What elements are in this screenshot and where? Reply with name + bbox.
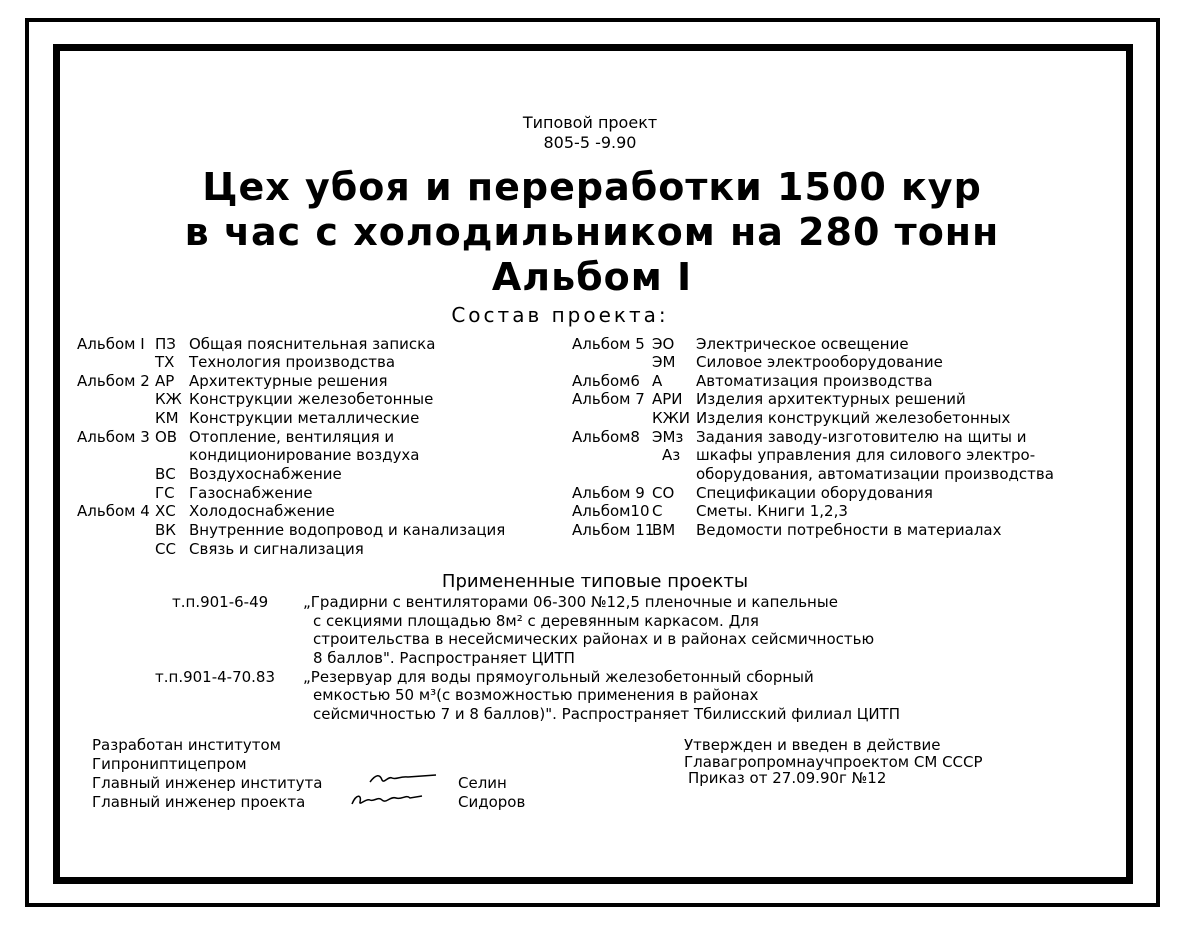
- left-text: Общая пояснительная записка: [189, 335, 436, 353]
- left-code: ВС: [155, 465, 176, 483]
- right-text: шкафы управления для силового электро-: [696, 446, 1036, 464]
- right-text: Силовое электрооборудование: [696, 353, 943, 371]
- approval-line1: Утвержден и введен в действие: [684, 736, 941, 754]
- left-album: Альбом 4: [77, 502, 150, 520]
- left-text: Отопление, вентиляция и: [189, 428, 395, 446]
- right-code: СО: [652, 484, 675, 502]
- signature-sidorov: [350, 790, 425, 810]
- chief-engineer-institute-label: Главный инженер института: [92, 774, 323, 792]
- applied-line: с секциями площадью 8м² с деревянным каркасом. Для: [313, 612, 759, 630]
- right-album: Альбом 5: [572, 335, 645, 353]
- applied-heading: Примененные типовые проекты: [441, 571, 749, 592]
- project-type: Типовой проект: [522, 113, 658, 132]
- applied-code: т.п.901-6-49: [172, 593, 269, 611]
- right-text: оборудования, автоматизации производства: [696, 465, 1054, 483]
- right-text: Сметы. Книги 1,2,3: [696, 502, 848, 520]
- chief-engineer-project-label: Главный инженер проекта: [92, 793, 306, 811]
- left-text: Воздухоснабжение: [189, 465, 342, 483]
- right-album: Альбом6: [572, 372, 640, 390]
- right-text: Автоматизация производства: [696, 372, 933, 390]
- right-text: Спецификации оборудования: [696, 484, 933, 502]
- left-text: кондиционирование воздуха: [189, 446, 420, 464]
- left-code: КМ: [155, 409, 179, 427]
- right-code: Аз: [662, 446, 681, 464]
- right-text: Электрическое освещение: [696, 335, 909, 353]
- applied-line: емкостью 50 м³(с возможностью применения в районах: [313, 686, 759, 704]
- project-number: 805-5 -9.90: [543, 133, 637, 152]
- right-text: Ведомости потребности в материалах: [696, 521, 1002, 539]
- composition-heading: Состав проекта:: [451, 303, 669, 327]
- left-code: КЖ: [155, 390, 182, 408]
- left-text: Архитектурные решения: [189, 372, 388, 390]
- left-text: Конструкции железобетонные: [189, 390, 434, 408]
- left-text: Внутренние водопровод и канализация: [189, 521, 506, 539]
- left-text: Конструкции металлические: [189, 409, 420, 427]
- right-album: Альбом 11: [572, 521, 655, 539]
- left-code: ОВ: [155, 428, 178, 446]
- right-text: Изделия конструкций железобетонных: [696, 409, 1011, 427]
- left-album: Альбом 3: [77, 428, 150, 446]
- applied-line: „Градирни с вентиляторами 06-300 №12,5 пленочные и капельные: [303, 593, 838, 611]
- approval-order: Приказ от 27.09.90г №12: [688, 769, 887, 787]
- right-code: ЭМз: [652, 428, 684, 446]
- right-code: ЭО: [652, 335, 675, 353]
- chief-engineer-project-name: Сидоров: [458, 793, 526, 811]
- left-code: СС: [155, 540, 176, 558]
- right-album: Альбом 9: [572, 484, 645, 502]
- developer-label: Разработан институтом: [92, 736, 281, 754]
- left-text: Холодоснабжение: [189, 502, 335, 520]
- applied-line: „Резервуар для воды прямоугольный железобетонный сборный: [303, 668, 814, 686]
- signature-selin: [368, 770, 438, 788]
- title-album: Альбом I: [491, 255, 693, 299]
- left-code: ВК: [155, 521, 176, 539]
- right-code: ВМ: [652, 521, 676, 539]
- title-line1: Цех убоя и переработки 1500 кур: [202, 165, 982, 209]
- developer-institute: Гипрониптицепром: [92, 755, 247, 773]
- left-text: Газоснабжение: [189, 484, 313, 502]
- left-text: Связь и сигнализация: [189, 540, 364, 558]
- right-code: А: [652, 372, 663, 390]
- left-album: Альбом I: [77, 335, 145, 353]
- left-code: ПЗ: [155, 335, 176, 353]
- right-code: КЖИ: [652, 409, 691, 427]
- title-line2: в час с холодильником на 280 тонн: [184, 210, 1000, 254]
- left-code: ТХ: [155, 353, 175, 371]
- right-album: Альбом10: [572, 502, 650, 520]
- right-album: Альбом8: [572, 428, 640, 446]
- right-code: АРИ: [652, 390, 683, 408]
- left-code: ХС: [155, 502, 176, 520]
- applied-line: 8 баллов". Распространяет ЦИТП: [313, 649, 575, 667]
- applied-line: строительства в несейсмических районах и в районах сейсмичностью: [313, 630, 875, 648]
- applied-line: сейсмичностью 7 и 8 баллов)". Распространяет Тбилисский филиал ЦИТП: [313, 705, 900, 723]
- applied-code: т.п.901-4-70.83: [155, 668, 276, 686]
- approval-line2: Главагропромнаучпроектом СМ СССР: [684, 753, 983, 771]
- right-code: ЭМ: [652, 353, 676, 371]
- right-code: С: [652, 502, 663, 520]
- right-text: Задания заводу-изготовителю на щиты и: [696, 428, 1027, 446]
- right-text: Изделия архитектурных решений: [696, 390, 966, 408]
- left-album: Альбом 2: [77, 372, 150, 390]
- left-code: ГС: [155, 484, 175, 502]
- chief-engineer-institute-name: Селин: [458, 774, 507, 792]
- left-text: Технология производства: [189, 353, 396, 371]
- left-code: АР: [155, 372, 175, 390]
- right-album: Альбом 7: [572, 390, 645, 408]
